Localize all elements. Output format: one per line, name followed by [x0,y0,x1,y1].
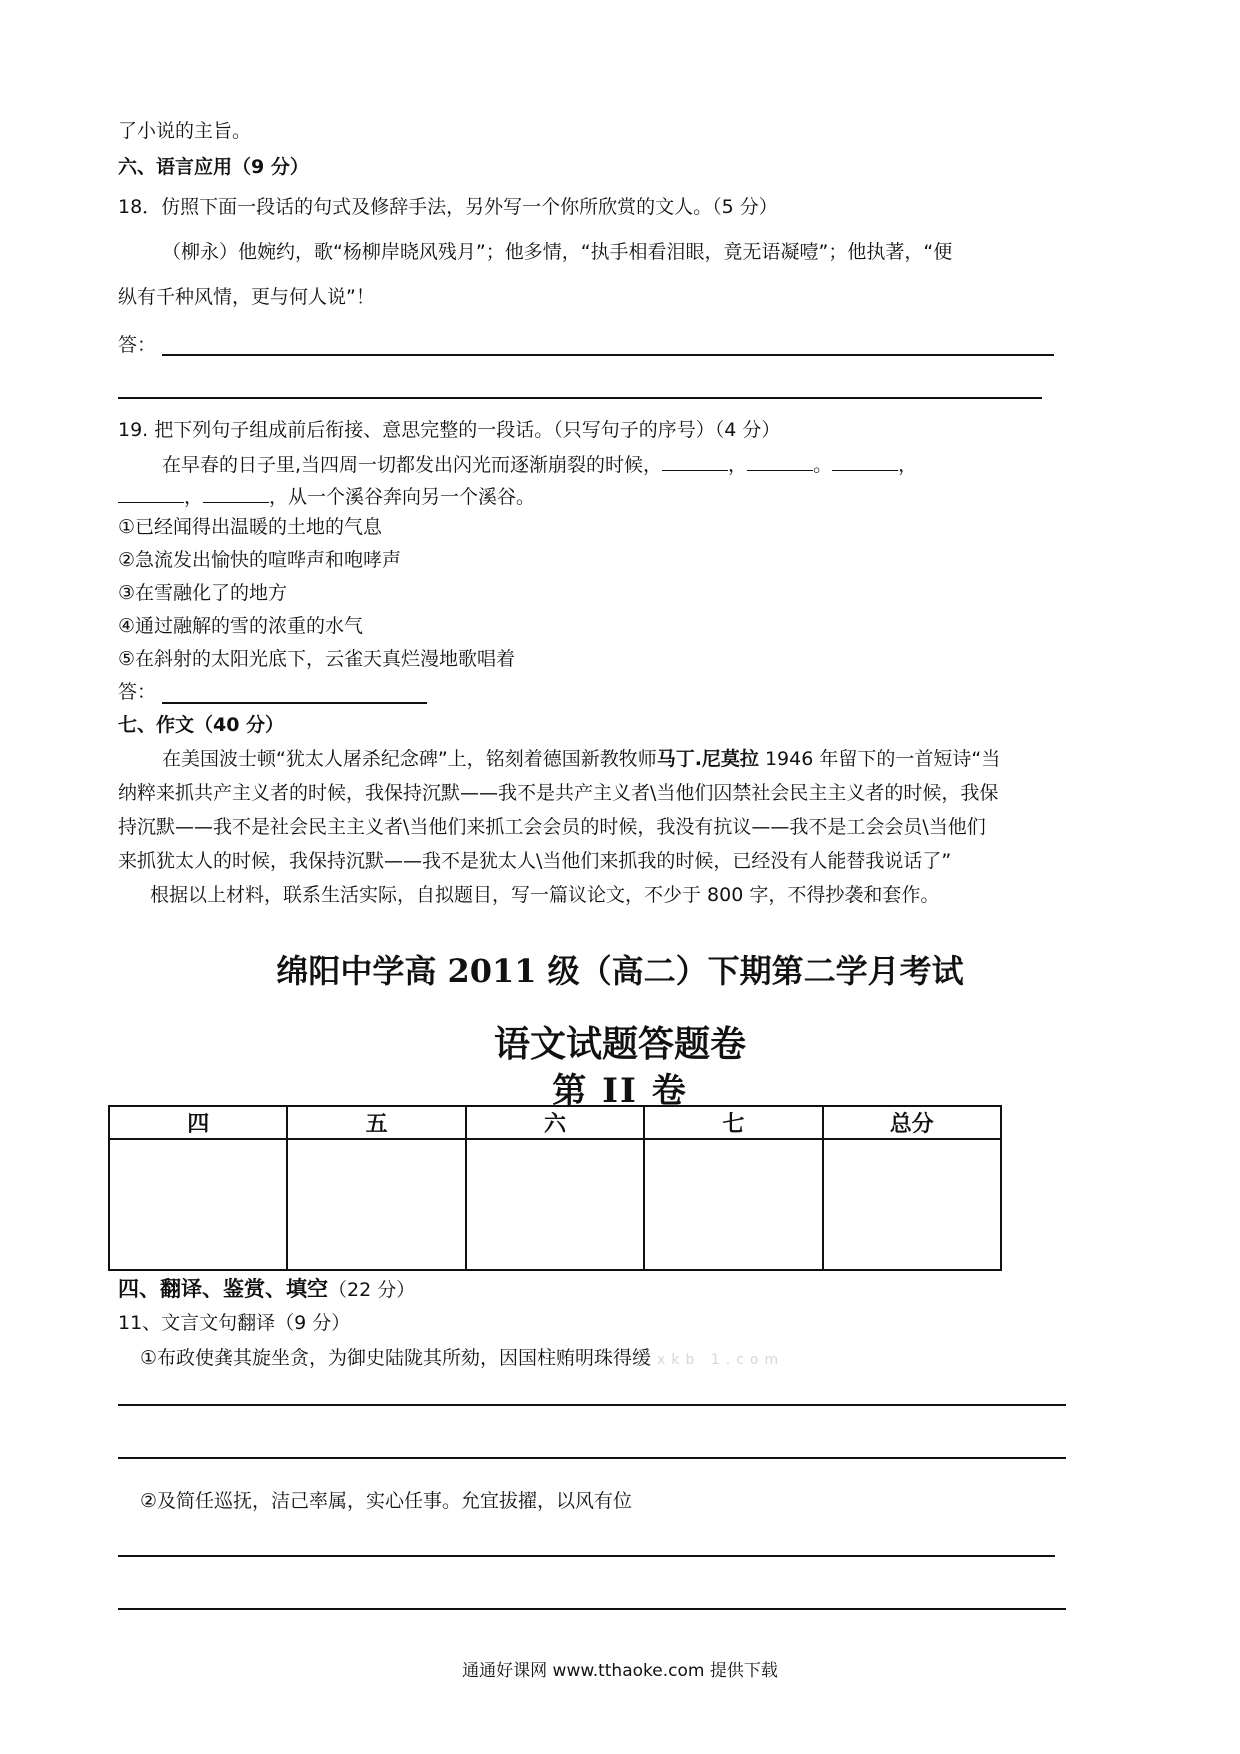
q19-sep-comma: ， [728,454,748,476]
q19-sep-comma-3: ， [184,486,204,508]
score-cell-4[interactable] [109,1139,287,1270]
q11-item1-answer-line-1[interactable] [118,1404,1066,1406]
q11-item-1 [140,1345,784,1373]
q11-item1-answer-line-2[interactable] [118,1457,1066,1459]
q11-item-1-text: ①布政使龚其旋坐贪，为御史陆陇其所劾，因国柱贿明珠得缓 [140,1347,652,1369]
essay-instruction: 根据以上材料，联系生活实际，自拟题目，写一篇议论文，不少于 800 字，不得抄袭和套作。 [150,884,940,906]
essay-para-line4: 来抓犹太人的时候，我保持沉默——我不是犹太人\当他们来抓我的时候，已经没有人能替我说话了” [118,850,952,872]
q11-item2-answer-line-1[interactable] [118,1555,1055,1557]
q19-sentence-line2 [118,482,535,510]
q11-item2-answer-line-2[interactable] [118,1608,1066,1610]
q19-sentence-line1 [162,450,917,478]
q18-answer-label: 答： [118,334,157,356]
q19-option-4: ④通过融解的雪的浓重的水气 [118,615,364,637]
section-4-heading-points: （22 分） [328,1279,416,1301]
exam-title: 绵阳中学高 2011 级（高二）下期第二学月考试 [276,952,964,990]
q19-line1-text: 在早春的日子里,当四周一切都发出闪光而逐渐崩裂的时候， [162,454,663,476]
section-4-heading-bold: 四、翻译、鉴赏、填空 [118,1277,328,1301]
q19-blank-1[interactable] [662,450,728,471]
q19-line2-tail: ，从一个溪谷奔向另一个溪谷。 [269,486,536,508]
q18-answer-line-2[interactable] [118,397,1042,399]
answer-sheet-title: 语文试题答题卷 [493,1023,746,1065]
q18-prompt: 18．仿照下面一段话的句式及修辞手法，另外写一个你所欣赏的文人。（5 分） [118,196,778,218]
q11-item-2: ②及简任巡抚，洁己率属，实心任事。允宜拔擢，以风有位 [140,1490,633,1512]
q18-example-line1: （柳永）他婉约，歌“杨柳岸晓风残月”；他多情，“执手相看泪眼，竟无语凝噎”；他执著，“便 [162,241,953,263]
q19-sep-period: 。 [813,454,833,476]
score-header-total: 总分 [823,1106,1001,1139]
q19-option-3: ③在雪融化了的地方 [118,582,288,604]
q19-blank-2[interactable] [747,450,813,471]
essay-para-line1-tail: 1946 年留下的一首短诗“当 [758,748,1001,770]
score-header-5: 五 [287,1106,465,1139]
q18-answer-line-1[interactable] [162,354,1054,356]
q19-option-5: ⑤在斜射的太阳光底下，云雀天真烂漫地歌唱着 [118,648,516,670]
score-cell-7[interactable] [644,1139,822,1270]
essay-author-name: 马丁.尼莫拉 [656,748,759,770]
essay-para-line1 [162,746,1000,772]
q19-blank-3[interactable] [832,450,898,471]
score-cell-6[interactable] [466,1139,644,1270]
q19-blank-4[interactable] [118,482,184,503]
score-header-7: 七 [644,1106,822,1139]
q19-answer-label: 答： [118,681,157,703]
q19-option-2: ②急流发出愉快的喧哗声和咆哮声 [118,549,402,571]
essay-para-line1-text: 在美国波士顿“犹太人屠杀纪念碑”上，铭刻着德国新教牧师 [162,748,657,770]
footer-text: 通通好课网 www.tthaoke.com 提供下载 [462,1661,778,1681]
essay-para-line3: 持沉默——我不是社会民主主义者\当他们来抓工会会员的时候，我没有抗议——我不是工会会员\当他们 [118,816,986,838]
section-4-heading [118,1276,415,1303]
score-table-header-row [109,1106,1001,1139]
q18-example-line2: 纵有千种风情，更与何人说”！ [118,286,375,308]
q19-answer-line[interactable] [162,702,427,704]
q19-blank-5[interactable] [203,482,269,503]
score-table-row [109,1139,1001,1270]
score-header-4: 四 [109,1106,287,1139]
essay-para-line2: 纳粹来抓共产主义者的时候，我保持沉默——我不是共产主义者\当他们囚禁社会民主主义者的时候，我保 [118,782,999,804]
section-6-heading: 六、语言应用（9 分） [118,156,309,178]
q19-option-1: ①已经闻得出温暖的土地的气息 [118,516,383,538]
score-cell-total[interactable] [823,1139,1001,1270]
score-table [108,1105,1002,1271]
q19-prompt: 19. 把下列句子组成前后衔接、意思完整的一段话。（只写句子的序号）（4 分） [118,419,781,441]
score-header-6: 六 [466,1106,644,1139]
continuation-text: 了小说的主旨。 [118,120,252,142]
q19-sep-comma-2: ， [898,454,918,476]
section-7-heading: 七、作文（40 分） [118,714,285,736]
watermark-text: xkb 1.com [657,1352,785,1368]
volume-title: 第 II 卷 [552,1071,688,1111]
score-cell-5[interactable] [287,1139,465,1270]
q11-prompt: 11、文言文句翻译（9 分） [118,1312,351,1334]
